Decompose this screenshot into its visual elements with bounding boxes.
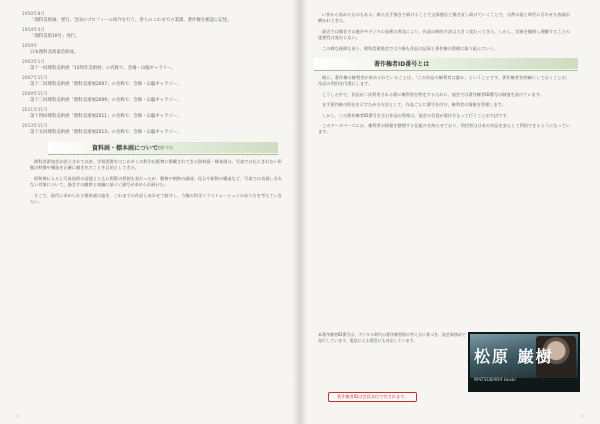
- history-date: 1959年: [22, 44, 38, 49]
- history-date: 2013年11月: [22, 124, 48, 129]
- history-date: 2003年1月: [22, 60, 45, 65]
- right-paragraph: 既に、著作権の権利者が求められていることは、「この作品の権利者は誰か」ということです。著作権者を明確にしておくことが、作品の利用を円滑にします。: [318, 75, 570, 87]
- history-text: 第十四回理科美術展「理科美術展2011」の名称で、会場・山脇ギャラリー。: [30, 114, 182, 119]
- section-byline: 渡邊 中丸: [156, 145, 174, 150]
- left-paragraph: 理科美術協会が設立されて以来、学校図書をはじめ多くの科学出版物に掲載されてきた資料画・標本画は、写真では伝えきれない形態の特徴や構造を正確に描き出すことを目的としてきた。: [30, 159, 282, 171]
- section-header-copyright-id: [314, 58, 578, 71]
- left-paragraph: 昭和期に入ると写真技術の発達とともに図版の役割も変わったが、動物や植物の細部、化石や鉱物の構造など、写真では表現しきれない対象について、描き手の観察と知識に基づく描写が求められ続けた。: [30, 175, 282, 188]
- member-note-badge: 著作権者IDは会員各位で付されます。: [328, 392, 417, 402]
- page-folio-right: ○: [580, 413, 584, 418]
- history-date: 2011年11月: [22, 108, 48, 113]
- section-header-band: [314, 58, 578, 69]
- history-date: 2009年11月: [22, 92, 48, 97]
- section-title: 資料画・標本画について: [92, 145, 158, 152]
- history-date: 2007年11月: [22, 76, 48, 81]
- page-gutter-shadow: [292, 0, 308, 424]
- history-text: 「理科美術画」発行。全国のプロフィール紹介を行う。各人のこれまでの業績、著作権を確認に記述。: [30, 18, 232, 23]
- right-paragraph: まず著作権の所在を示すための方法として、作品ごとに番号を付け、権利者の情報を管理します。: [322, 102, 506, 108]
- page-folio-left: ○: [16, 413, 20, 418]
- right-intro-paragraph: この様な経緯もあり、理科美術協会では今後も作品の記録と著作権の管理に取り組んでいく。: [322, 45, 498, 51]
- left-paragraph: そこで、現代に求められる標本画の姿を、これまでの作品とあわせて紹介し、今後の科学イラストレーションのあり方を考えていきたい。: [30, 192, 282, 205]
- history-entry: [22, 12, 286, 24]
- history-entry: [22, 76, 286, 88]
- history-text: 第十五回理科美術展「理科美術展2013」の名称で、会場・山脇ギャラリー。: [30, 130, 182, 135]
- history-entry: [22, 60, 286, 72]
- history-text: 日本理科美術協会結成。: [30, 50, 79, 55]
- right-page: [300, 0, 600, 424]
- history-text: 第十一回理科美術展「10周年美術展」の名称で、会場・山脇ギャラリー。: [30, 66, 176, 71]
- section-header-specimen: [48, 142, 278, 155]
- history-text: 第十三回理科美術展「理科美術展2009」の名称で、会場・山脇ギャラリー。: [30, 98, 182, 103]
- history-entry: [22, 44, 286, 56]
- right-paragraph: しかし、この著作権者ID番号を含む作品の管理は、協会の会員が責任をもって行うことが大切です。: [322, 112, 511, 118]
- history-entry: [22, 92, 286, 104]
- right-intro-paragraph: い作から始めたものもある。新たな手描きで続けることで文体感など描き直し続けていくことで、自然の姿と時代に合わせた表現が磨かれてきた。: [318, 12, 570, 24]
- author-name-romaji: MATSUBARA Iwaki: [474, 378, 516, 383]
- history-date: 1950年8月: [22, 12, 45, 17]
- history-entry: [22, 124, 286, 136]
- id-info-text: 本著作権者ID番号は、デジタル時代の著作権管理の考え方に基づき、協会事務局で発行しています。電話による照会にも対応しています。: [318, 332, 466, 344]
- history-text: 「理科美術10号」発行。: [30, 34, 80, 39]
- history-date: 1954年4月: [22, 28, 45, 33]
- section-title: 著作権者ID番号とは: [374, 61, 430, 69]
- author-block: [318, 332, 578, 412]
- right-paragraph: こうした中で、作品が二次利用される際に権利者を特定するために、協会では著作権者ID番号の制度を設けています。: [322, 91, 544, 97]
- author-name: 松原 巌樹: [474, 347, 554, 366]
- history-list: [22, 12, 286, 136]
- right-paragraph: このデータベースには、権利者の情報を整理する仕組みを持たせており、利用者は日本の作品を安心して利用できるようになっています。: [318, 123, 570, 135]
- history-entry: [22, 108, 286, 120]
- history-text: 第十二回理科美術展「理科美術展2007」の名称で、会場・山脇ギャラリー。: [30, 82, 182, 87]
- right-intro-paragraph: 最近では描き方の進歩やデジタル技術の普及により、作品の制作方法は大きく変わってきた。しかし、対象を観察し理解することの重要性は変わらない。: [318, 28, 570, 41]
- author-name-plate: [468, 332, 580, 392]
- history-entry: [22, 28, 286, 40]
